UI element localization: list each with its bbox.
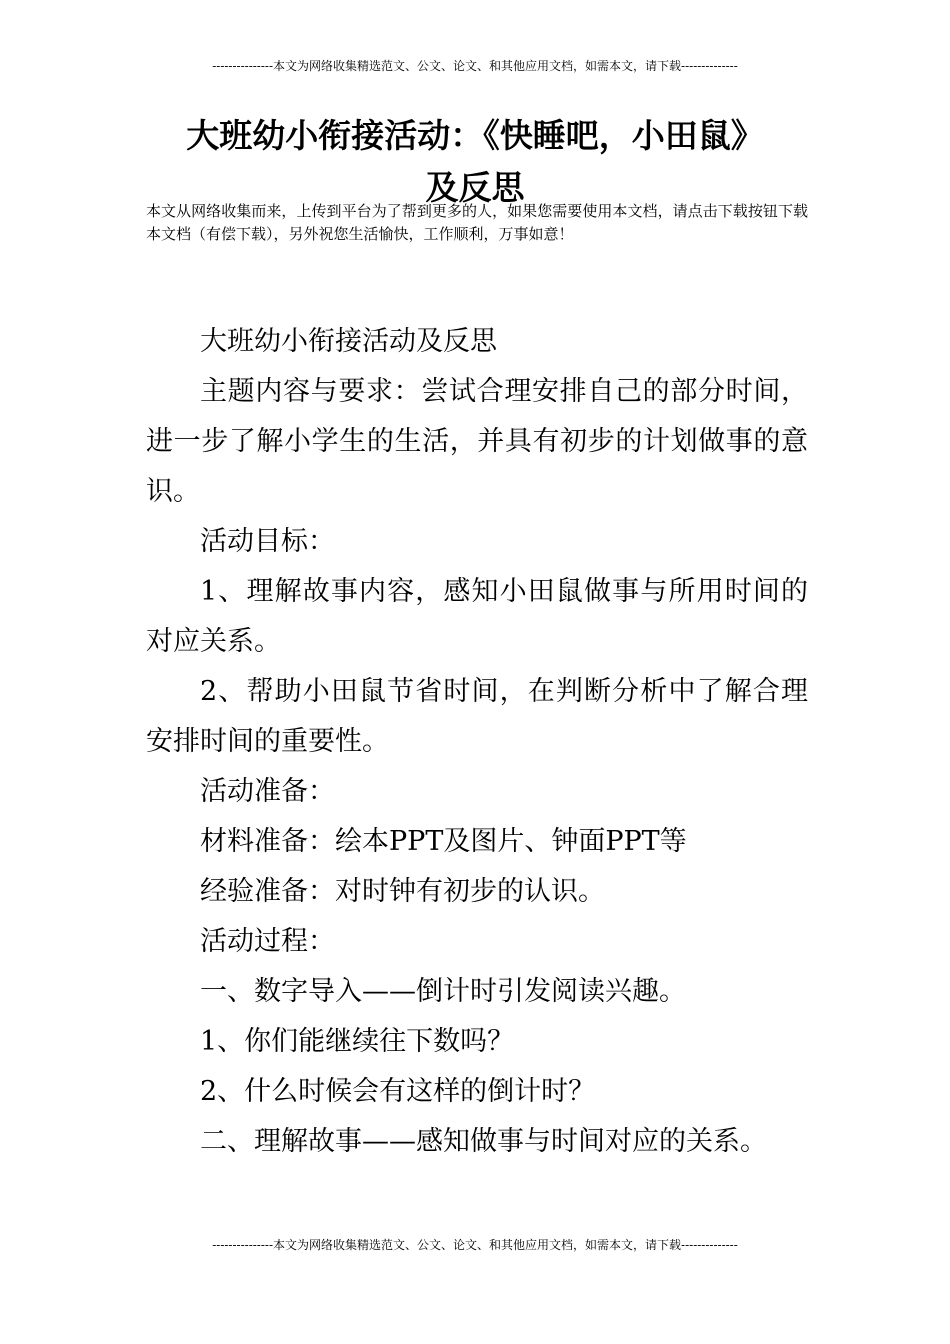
document-title-line-1: 大班幼小衔接活动：《快睡吧，小田鼠》 bbox=[186, 116, 764, 156]
page-footer-note: ---------------本文为网络收集精选范文、公文、论文、和其他应用文档，如需本文，请下载-------------- bbox=[212, 1238, 738, 1252]
body-paragraph-material-prep: 材料准备：绘本PPT及图片、钟面PPT等 bbox=[200, 826, 687, 857]
body-paragraph-question-2: 2、什么时候会有这样的倒计时？ bbox=[200, 1076, 596, 1107]
body-paragraph-subtitle: 大班幼小衔接活动及反思 bbox=[200, 326, 497, 357]
body-paragraph-process-heading: 活动过程： bbox=[200, 926, 335, 957]
body-paragraph-step-1: 一、数字导入——倒计时引发阅读兴趣。 bbox=[200, 976, 686, 1007]
body-paragraph-goals-heading: 活动目标： bbox=[200, 526, 335, 557]
page-header-note: ---------------本文为网络收集精选范文、公文、论文、和其他应用文档，如需本文，请下载-------------- bbox=[212, 59, 738, 73]
body-paragraph-step-2: 二、理解故事——感知做事与时间对应的关系。 bbox=[200, 1126, 767, 1157]
document-title-line-2: 及反思 bbox=[425, 168, 525, 208]
document-body bbox=[146, 317, 808, 1167]
document-title bbox=[120, 110, 830, 214]
body-paragraph-experience-prep: 经验准备：对时钟有初步的认识。 bbox=[200, 876, 605, 907]
download-intro-text: 本文从网络收集而来，上传到平台为了帮到更多的人，如果您需要使用本文档，请点击下载按钮下载本文档（有偿下载），另外祝您生活愉快，工作顺利，万事如意！ bbox=[146, 202, 808, 243]
body-paragraph-question-1: 1、你们能继续往下数吗？ bbox=[200, 1026, 515, 1057]
body-paragraph-goal-1: 1、理解故事内容，感知小田鼠做事与所用时间的对应关系。 bbox=[146, 576, 808, 657]
body-paragraph-prep-heading: 活动准备： bbox=[200, 776, 335, 807]
body-paragraph-theme: 主题内容与要求：尝试合理安排自己的部分时间，进一步了解小学生的生活，并具有初步的计划做事的意识。 bbox=[146, 376, 808, 507]
body-paragraph-goal-2: 2、帮助小田鼠节省时间，在判断分析中了解合理安排时间的重要性。 bbox=[146, 676, 808, 757]
